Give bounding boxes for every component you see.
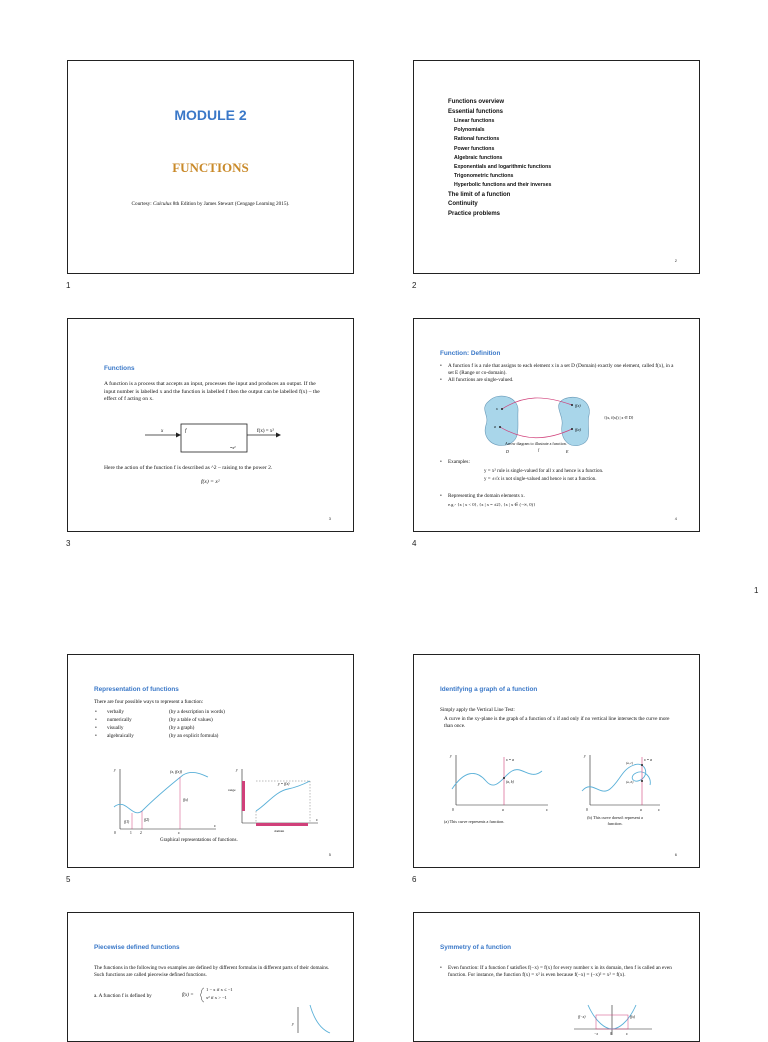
module-subtitle: FUNCTIONS: [172, 160, 249, 175]
f1-label: f(1): [124, 820, 130, 824]
function-curve: [114, 772, 208, 812]
output-label: f(x) = x²: [257, 429, 274, 434]
even-function-bullet: • Even function: If a function f satisfies f(−x) = f(x) for every number x in its domain, then f is called an even function. For instance, the function f(x) = x² is even because f(−x) = (−x)² = x² = f(x).: [440, 965, 675, 979]
slide-4: [413, 318, 700, 532]
input-arrowhead: [176, 433, 181, 438]
vertical-line-test-rule: A curve in the xy-plane is the graph of a function of x if and only if no vertical line intersects the curve more than once.: [444, 716, 670, 730]
page-number: 3: [328, 516, 331, 521]
svg-text:(a, b): (a, b): [506, 780, 514, 784]
x-axis-label: x: [214, 824, 216, 828]
element-a: a: [494, 424, 496, 429]
x-axis-label: x: [316, 818, 318, 822]
svg-text:f(x): f(x): [630, 1015, 635, 1019]
piecewise-brace: [199, 987, 205, 1003]
slide-heading: Identifying a graph of a function: [440, 686, 538, 693]
rule-label: =x²: [230, 445, 236, 450]
map-label-f: f: [538, 447, 540, 452]
domain-bullet: • Representing the domain elements x.: [440, 493, 680, 500]
range-label: range: [228, 788, 236, 792]
y-axis-label: y: [236, 768, 238, 772]
input-label: x: [161, 429, 164, 434]
slide-8: [413, 912, 700, 1042]
graph-set-notation: {(x, f(x)) | x ∈ D}: [604, 415, 634, 420]
toc-item[interactable]: Functions overview: [448, 99, 505, 105]
domain-bar: [256, 823, 308, 826]
toc-subitem[interactable]: Exponentials and logarithmic functions: [454, 164, 552, 171]
slide-2: [413, 60, 700, 274]
caption-b: (b) This curve doesn't represent a function.: [587, 815, 643, 826]
arrow-diagram-caption: Arrow diagram to illustrate a function.: [505, 441, 567, 446]
function-formula: f(x) = x²: [201, 479, 220, 485]
slide-heading: Representation of functions: [94, 686, 179, 693]
slide-heading: Function: Definition: [440, 350, 501, 357]
svg-text:(a, c): (a, c): [626, 761, 634, 765]
list-item: • visually (by a graph): [95, 725, 195, 731]
single-valued-bullet: • All functions are single-valued.: [440, 377, 680, 384]
vertical-line-test-intro: Simply apply the Vertical Line Test:: [440, 707, 515, 713]
graph-a-function: [442, 751, 552, 821]
list-item: • algebraically (by an explicit formula): [95, 733, 219, 739]
page-number: 6: [674, 852, 677, 857]
example-2: y = ±√x is not single-valued and hence is not a function.: [484, 477, 597, 482]
slide-6: [413, 654, 700, 868]
image-fa: f(a): [575, 427, 581, 432]
graphs-caption: Graphical representations of functions.: [160, 838, 238, 843]
table-of-contents: [448, 98, 551, 219]
set-label-D: D: [506, 449, 509, 454]
slide-number-6: 6: [412, 875, 417, 884]
set-label-E: E: [566, 449, 569, 454]
svg-text:−x: −x: [594, 1032, 599, 1036]
caption-a: (a) This curve represents a function.: [444, 819, 505, 824]
fx-label: f(x): [183, 798, 188, 802]
svg-text:x: x: [626, 1032, 628, 1036]
toc-subitem[interactable]: Power functions: [454, 145, 495, 152]
definition-bullet: • A function f is a rule that assigns to each element x in a set D (Domain) exactly one element, called f(x), in a set E (Range or co-domain).: [440, 363, 680, 377]
slide-7: [67, 912, 354, 1042]
function-description: A function is a process that accepts an input, processes the input and produces an output. If the input number is labelled x and the function is labelled f then the output can be labelled f(x) – the effect of f acting on x.: [104, 381, 320, 403]
svg-text:0: 0: [114, 831, 116, 835]
svg-text:x: x: [658, 808, 660, 812]
codomain-set-E: [559, 397, 590, 445]
toc-subitem[interactable]: Rational functions: [454, 136, 500, 143]
page-marker: 1: [754, 586, 759, 595]
slide-heading: Functions: [104, 365, 135, 372]
svg-text:0: 0: [586, 808, 588, 812]
slide-number-3: 3: [66, 539, 71, 548]
definition-bullets: [440, 363, 680, 384]
piecewise-case-2: x² if x > −1: [206, 995, 227, 1000]
module-title: MODULE 2: [174, 107, 247, 123]
slide-3: [67, 318, 354, 532]
svg-text:x: x: [178, 831, 180, 835]
toc-item[interactable]: Essential functions: [448, 108, 504, 115]
piecewise-lhs: f(x) =: [182, 993, 194, 998]
courtesy-note: Courtesy: Calculus 8th Edition by James Stewart (Cengage Learning 2015).: [131, 201, 290, 207]
even-function-graph: [574, 1005, 654, 1035]
function-curve: [452, 770, 542, 789]
slide-number-1: 1: [66, 281, 71, 290]
page-number: 2: [674, 258, 677, 263]
domain-label: domain: [274, 829, 285, 833]
output-arrowhead: [276, 433, 281, 438]
svg-text:x = a: x = a: [506, 758, 515, 762]
svg-text:0: 0: [610, 1032, 612, 1036]
slide-1: [67, 60, 354, 274]
page-number: 5: [328, 852, 331, 857]
element-x: x: [496, 406, 498, 411]
piecewise-description: The functions in the following two examples are defined by different formulas in different parts of their domains. Such functions are called piecewise defined functions.: [94, 965, 330, 979]
function-machine-diagram: [68, 419, 355, 469]
slide-number-5: 5: [66, 875, 71, 884]
slide-heading: Symmetry of a function: [440, 944, 512, 951]
piecewise-graph: [290, 1003, 340, 1033]
slide-heading: Piecewise defined functions: [94, 944, 180, 951]
f2-label: f(2): [144, 818, 150, 822]
svg-text:2: 2: [140, 831, 142, 835]
curve-label: y = f(x): [278, 782, 290, 786]
svg-text:a: a: [640, 808, 642, 812]
slide-5: [67, 654, 354, 868]
toc-subitem[interactable]: Trigonometric functions: [454, 173, 514, 180]
list-item: • verbally (by a description in words): [95, 709, 225, 715]
toc-subitem[interactable]: Algebraic functions: [454, 154, 503, 161]
svg-text:f(−x): f(−x): [578, 1015, 586, 1019]
range-bar: [242, 781, 245, 811]
svg-text:0: 0: [452, 808, 454, 812]
domain-examples: e.g.- {x | x < 0}, {x | x = ±2}, {x | x ∈ (−∞, 0)}: [448, 502, 536, 507]
examples-bullet: • Examples:: [440, 459, 680, 466]
example-1: y = x² rule is single-valued for all x and hence is a function.: [484, 469, 604, 474]
svg-text:(a, b): (a, b): [626, 780, 634, 784]
relation-curve: [582, 764, 650, 791]
toc-item[interactable]: Continuity: [448, 201, 478, 208]
graph-function-values: [108, 767, 228, 837]
representation-intro: There are four possible ways to represent a function:: [94, 699, 204, 705]
svg-text:y: y: [292, 1021, 294, 1026]
parabola-branch: [310, 1005, 330, 1033]
svg-text:a: a: [502, 808, 504, 812]
toc-item[interactable]: Practice problems: [448, 210, 501, 217]
svg-text:1: 1: [130, 831, 132, 835]
svg-text:y: y: [450, 754, 452, 758]
piecewise-example-a: a. A function f is defined by: [94, 993, 152, 999]
toc-item[interactable]: The limit of a function: [448, 191, 511, 198]
representation-list: [94, 708, 226, 740]
svg-text:y: y: [584, 754, 586, 758]
point-label: (x, f(x)): [170, 769, 182, 774]
svg-text:x: x: [546, 808, 548, 812]
page-number: 4: [674, 516, 677, 521]
piecewise-case-1: 1 − x if x ≤ −1: [206, 987, 233, 992]
toc-subitem[interactable]: Linear functions: [454, 118, 495, 124]
image-fx: f(x): [575, 403, 581, 408]
slide-number-2: 2: [412, 281, 417, 290]
function-box: [181, 424, 247, 452]
graph-b-not-function: [576, 751, 666, 821]
svg-text:x = a: x = a: [644, 758, 653, 762]
toc-subitem[interactable]: Polynomials: [454, 127, 485, 134]
function-action-note: Here the action of the function f is described as ^2 – raising to the power 2.: [104, 465, 273, 471]
slide-number-4: 4: [412, 539, 417, 548]
toc-subitem[interactable]: Hyperbolic functions and their inverses: [454, 182, 552, 189]
graph-domain-range: [228, 767, 328, 837]
y-axis-label: y: [114, 768, 116, 772]
list-item: • numerically (by a table of values): [95, 717, 213, 723]
function-label: f: [185, 429, 187, 434]
